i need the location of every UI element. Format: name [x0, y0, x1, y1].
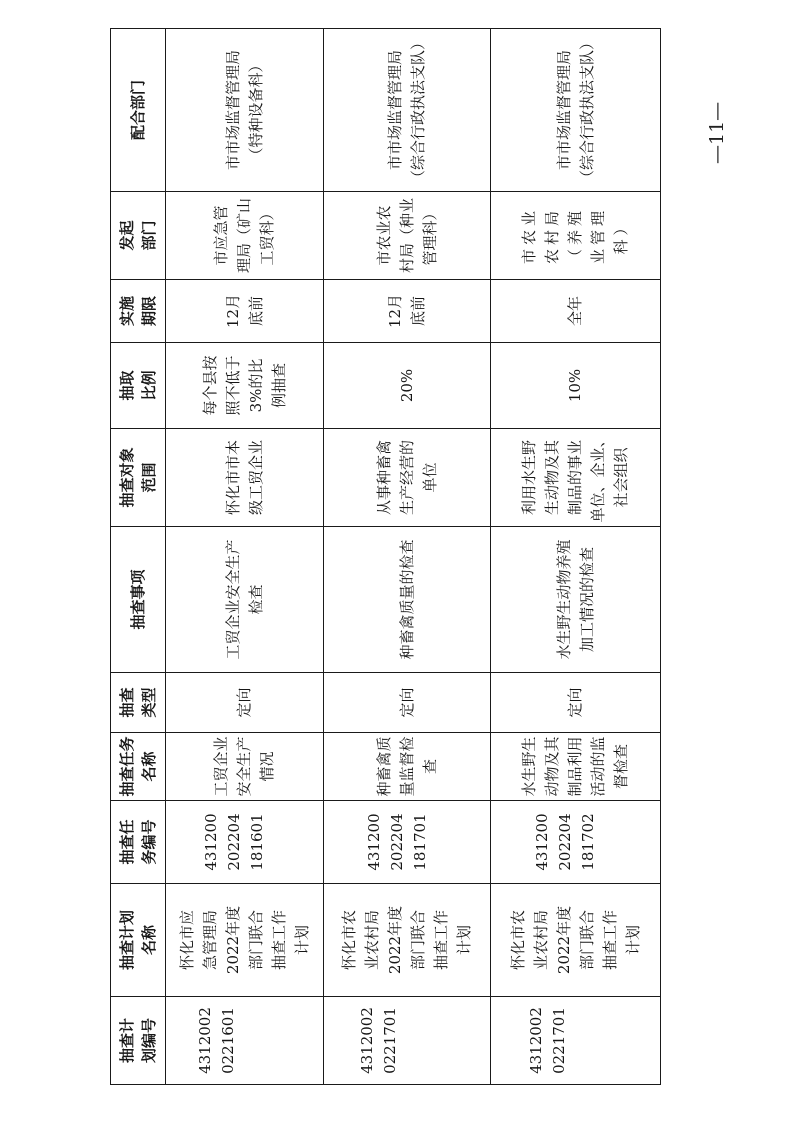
header-period: 实施 期限 — [111, 280, 166, 343]
item-cell: 工贸企业安全生产 检查 — [166, 527, 324, 673]
ratio-cell: 20% — [324, 343, 491, 429]
header-type: 抽查 类型 — [111, 673, 166, 733]
plan-id-cell — [166, 997, 324, 1085]
scope-cell: 从事种畜禽 生产经营的 单位 — [324, 429, 491, 527]
table-row — [166, 29, 324, 1085]
plan-id-text: 4312002 0221701 — [358, 1007, 399, 1074]
table-row — [324, 29, 491, 1085]
header-plan-id: 抽查计 划编号 — [111, 997, 166, 1085]
plan-id-cell — [491, 997, 661, 1085]
header-plan-name: 抽查计划 名称 — [111, 884, 166, 997]
page-number: —11— — [706, 101, 728, 164]
plan-name-cell: 怀化市应 急管理局 2022年度 部门联合 抽查工作 计划 — [166, 884, 324, 997]
period-cell: 全年 — [491, 280, 661, 343]
task-id-text: 431200 202204 181601 — [202, 813, 266, 871]
period-cell: 12月 底前 — [166, 280, 324, 343]
scope-cell: 怀化市市本 级工贸企业 — [166, 429, 324, 527]
plan-id-text: 4312002 0221701 — [526, 1007, 568, 1074]
initiator-cell: 市农业农 村局（种业 管理科） — [324, 192, 491, 280]
initiator-cell: 市农业 农村局 （养殖 业管理 科） — [491, 192, 661, 280]
task-name-cell: 工贸企业 安全生产 情况 — [166, 733, 324, 801]
item-cell: 水生野生动物养殖 加工情况的检查 — [491, 527, 661, 673]
type-cell: 定向 — [491, 673, 661, 733]
task-name-cell: 水生野生 动物及其 制品利用 活动的监 督检查 — [491, 733, 661, 801]
task-id-cell — [324, 801, 491, 884]
task-id-text: 431200 202204 181701 — [364, 813, 429, 871]
inspection-plan-table — [110, 28, 661, 1085]
task-id-cell — [166, 801, 324, 884]
cooperator-cell: 市市场监督管理局 （特种设备科） — [166, 29, 324, 192]
table-header-row — [111, 29, 166, 1085]
header-ratio: 抽取 比例 — [111, 343, 166, 429]
plan-id-text: 4312002 0221601 — [195, 1007, 237, 1074]
header-task-id: 抽查任 务编号 — [111, 801, 166, 884]
task-id-cell — [491, 801, 661, 884]
header-task-name: 抽查任务 名称 — [111, 733, 166, 801]
initiator-cell: 市应急管 理局（矿山 工贸科） — [166, 192, 324, 280]
scope-cell: 利用水生野 生动物及其 制品的事业 单位、企业、 社会组织 — [491, 429, 661, 527]
plan-id-cell — [324, 997, 491, 1085]
type-cell: 定向 — [166, 673, 324, 733]
header-scope: 抽查对象 范围 — [111, 429, 166, 527]
type-cell: 定向 — [324, 673, 491, 733]
table-row — [491, 29, 661, 1085]
period-cell: 12月 底前 — [324, 280, 491, 343]
cooperator-cell: 市市场监督管理局 （综合行政执法支队） — [491, 29, 661, 192]
item-cell: 种畜禽质量的检查 — [324, 527, 491, 673]
plan-name-cell: 怀化市农 业农村局 2022年度 部门联合 抽查工作 计划 — [491, 884, 661, 997]
ratio-cell: 每个县按 照不低于 3%的比 例抽查 — [166, 343, 324, 429]
header-initiator: 发起 部门 — [111, 192, 166, 280]
plan-name-cell: 怀化市农 业农村局 2022年度 部门联合 抽查工作 计划 — [324, 884, 491, 997]
cooperator-cell: 市市场监督管理局 （综合行政执法支队） — [324, 29, 491, 192]
ratio-cell: 10% — [491, 343, 661, 429]
task-name-cell: 种畜禽质 量监督检 查 — [324, 733, 491, 801]
header-item: 抽查事项 — [111, 527, 166, 673]
header-cooperator: 配合部门 — [111, 29, 166, 192]
task-id-text: 431200 202204 181702 — [533, 813, 597, 871]
